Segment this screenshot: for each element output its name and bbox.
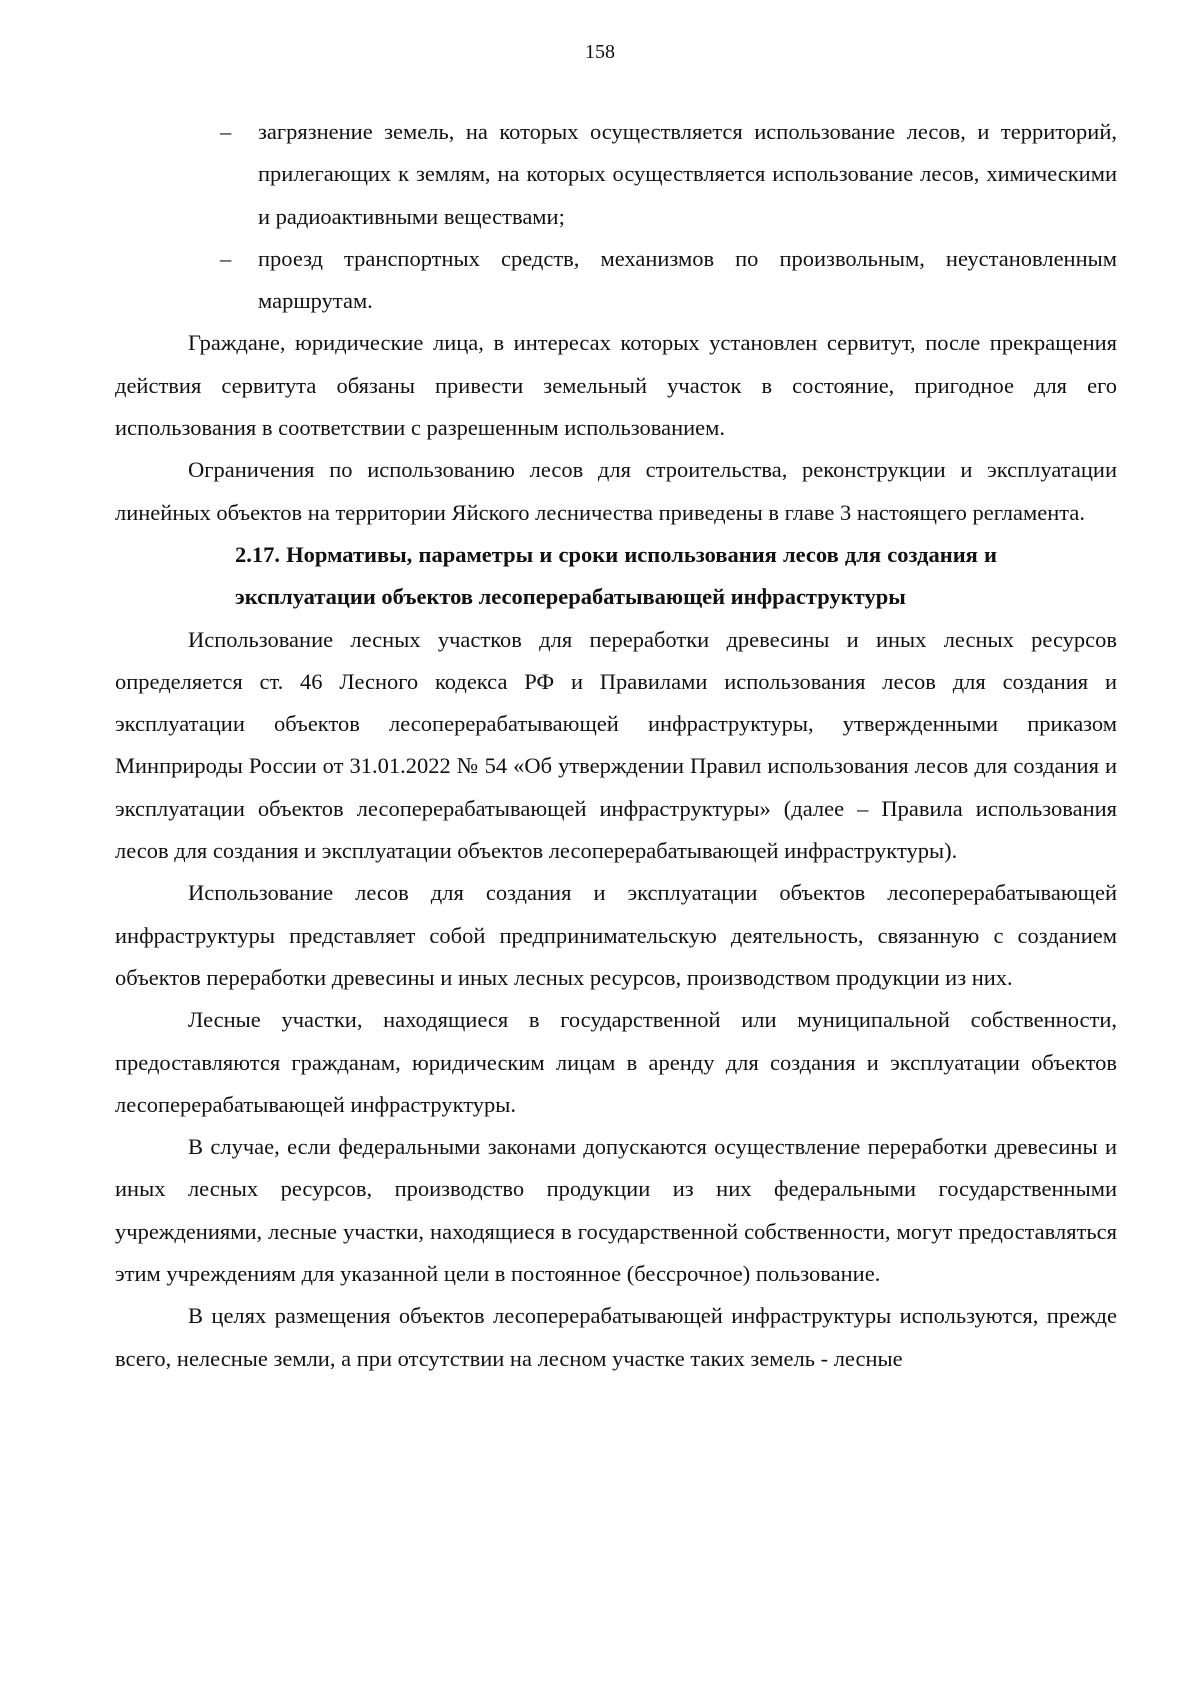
page-content — [115, 111, 1117, 1380]
bullet-text: загрязнение земель, на которых осуществляется использование лесов, и территорий, прилегающих к землям, на которых осуществляется использование лесов, химическими и радиоактивными веществами; — [258, 119, 1117, 229]
paragraph: Лесные участки, находящиеся в государственной или муниципальной собственности, предоставляются гражданам, юридическим лицам в аренду для создания и эксплуатации объектов лесоперерабатывающей инфраструктуры. — [115, 1007, 1117, 1117]
page-number: 158 — [585, 41, 615, 63]
bullet-item — [115, 238, 1117, 323]
bullet-dash: – — [220, 119, 232, 144]
bullet-dash: – — [220, 245, 232, 271]
bullet-text: проезд транспортных средств, механизмов по произвольным, неустановленным маршрутам. — [258, 245, 1117, 314]
paragraph: Использование лесов для создания и эксплуатации объектов лесоперерабатывающей инфраструктуры представляет собой предпринимательскую деятельность, связанную с созданием объектов переработки древесины и иных лесных ресурсов, производством продукции из них. — [115, 880, 1117, 990]
section-heading: 2.17. Нормативы, параметры и сроки использования лесов для создания и эксплуатации объектов лесоперерабатывающей инфраструктуры — [235, 541, 997, 610]
bullet-item — [115, 111, 1117, 238]
paragraph: Граждане, юридические лица, в интересах которых установлен сервитут, после прекращения действия сервитута обязаны привести земельный участок в состояние, пригодное для его использования в соответствии с разрешенным использованием. — [115, 330, 1117, 441]
paragraph: В случае, если федеральными законами допускаются осуществление переработки древесины и иных лесных ресурсов, производство продукции из них федеральными государственными учреждениями, лесные участки, находящиеся в государственной собственности, могут предоставляться этим учреждениям для указанной цели в постоянное (бессрочное) пользование. — [115, 1134, 1117, 1287]
paragraph: В целях размещения объектов лесоперерабатывающей инфраструктуры используются, прежде всего, нелесные земли, а при отсутствии на лесном участке таких земель - лесные — [115, 1303, 1117, 1371]
paragraph: Ограничения по использованию лесов для строительства, реконструкции и эксплуатации линейных объектов на территории Яйского лесничества приведены в главе 3 настоящего регламента. — [115, 457, 1117, 525]
paragraph: Использование лесных участков для переработки древесины и иных лесных ресурсов определяется ст. 46 Лесного кодекса РФ и Правилами использования лесов для создания и эксплуатации объектов лесоперерабатывающей инфраструктуры, утвержденными приказом Минприроды России от 31.01.2022 № 54 «Об утверждении Правил использования лесов для создания и эксплуатации объектов лесоперерабатывающей инфраструктуры» (далее – Правила использования лесов для создания и эксплуатации объектов лесоперерабатывающей инфраструктуры). — [115, 626, 1117, 864]
